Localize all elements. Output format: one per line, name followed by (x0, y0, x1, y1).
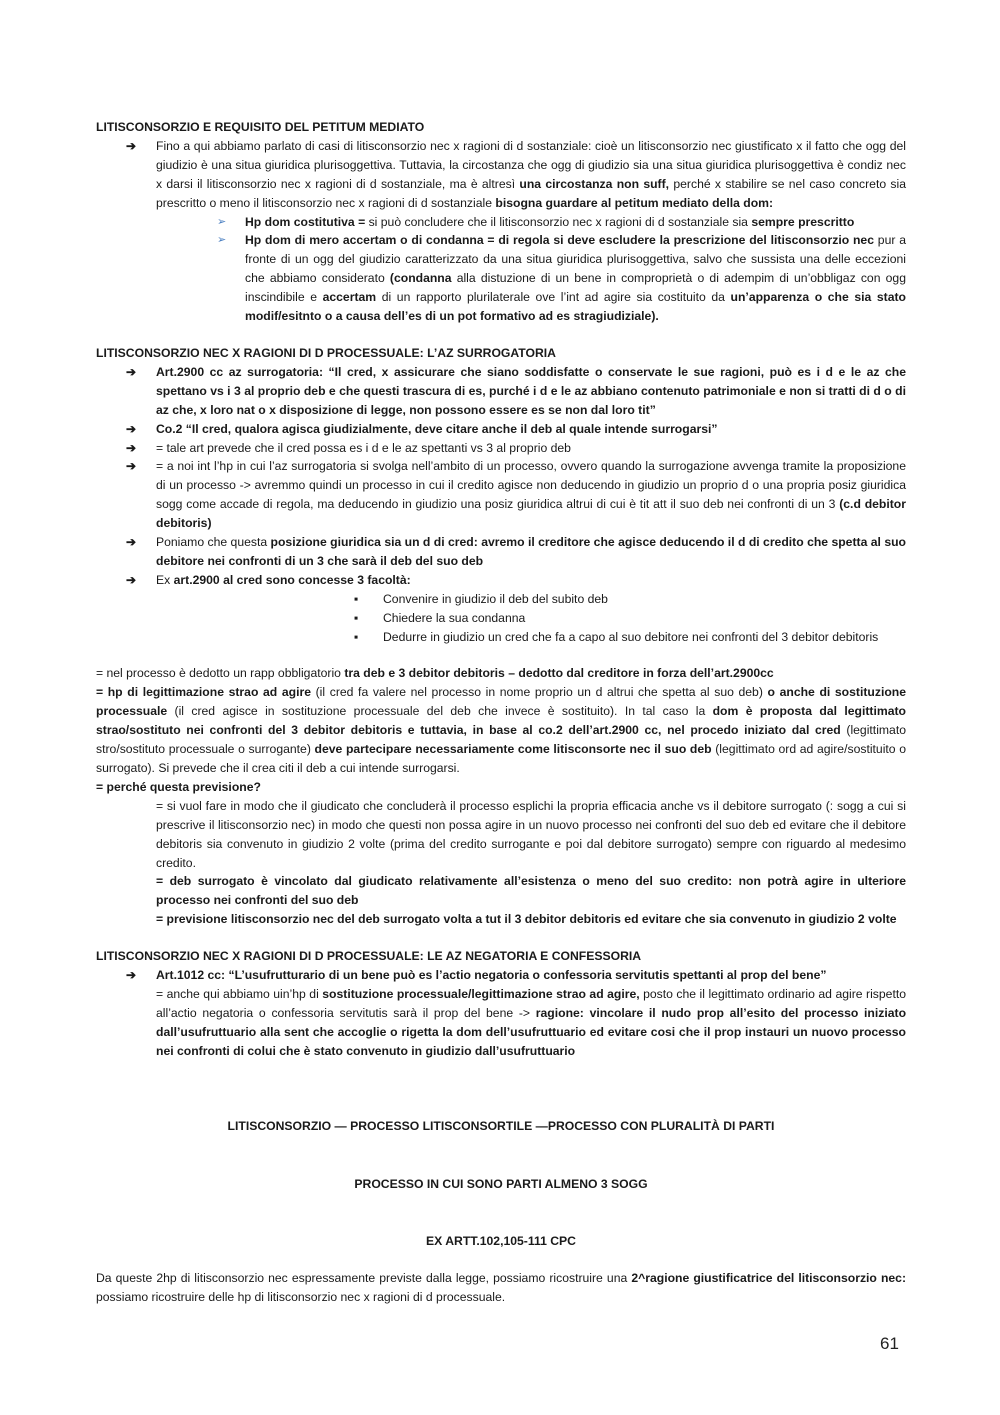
arrow-icon: ➔ (126, 572, 137, 587)
text: pur a fronte di un ogg del giudizio caratterizzato da una situa giuridica plurisoggettiva, salvo che sussista una delle eccezioni che abbiamo considerato (245, 233, 906, 286)
text: (legittimato stro/sostituto processuale o surrogante) (96, 723, 906, 757)
list-item (96, 363, 906, 420)
text-bold: un’apparenza o che sia stato modif/esitnto o a causa dell’es di un pot formativo ad es stragiudiziale). (245, 290, 906, 324)
centered-heading: LITISCONSORZIO — PROCESSO LITISCONSORTILE —PROCESSO CON PLURALITÀ DI PARTI (227, 1118, 775, 1133)
text: Da queste 2hp di litisconsorzio nec espressamente previste dalla legge, possiamo ricostruire una (96, 1271, 632, 1286)
arrow-icon: ➔ (126, 138, 137, 153)
document-page (96, 118, 906, 1307)
centered-heading: PROCESSO IN CUI SONO PARTI ALMENO 3 SOGG (354, 1176, 648, 1191)
text-bold: Hp dom di mero accertam o di condanna = di regola si deve escludere la prescrizione del litisconsorzio nec (245, 233, 874, 248)
text-bold: (condanna (389, 271, 452, 286)
text-bold: una circostanza non suff, (519, 176, 670, 191)
text: possiamo ricostruire delle hp di litisconsorzio nec x ragioni di d processuale. (96, 1290, 506, 1305)
text-bold: tra deb e 3 debitor debitoris – dedotto dal creditore in forza dell’art.2900cc (344, 666, 774, 681)
list-item (96, 137, 906, 213)
section-heading: LITISCONSORZIO NEC X RAGIONI DI D PROCESSUALE: LE AZ NEGATORIA E CONFESSORIA (96, 949, 642, 964)
text-bold: Art.1012 cc: “L’usufrutturario di un bene può es l’actio negatoria o confessoria servitutis spettanti al prop del bene” (156, 968, 827, 983)
text-bold: sostituzione processuale/legittimazione strao ad agire, (322, 986, 640, 1001)
text-bold: Art.2900 cc az surrogatoria: “Il cred, x assicurare che siano soddisfatte o conservate le sue ragioni, può es i d e le az che spettano vs i 3 al proprio deb e che questi trascura di es, purché i d e le az abbiano contenuto patrimoniale e non si tratti di d o di az che, x loro nat o x disposizione di legge, non possono essere es se non dal loro tit” (156, 364, 906, 417)
text: (il cred fa valere nel processo in nome proprio un d altrui che spetta al suo deb) (311, 685, 768, 700)
text-bold: bisogna guardare al petitum mediato della dom: (495, 195, 774, 210)
list-item (96, 571, 906, 590)
text-bold: = deb surrogato è vincolato dal giudicato relativamente all’esistenza o meno del suo credito: non potrà agire in ulteriore processo nei confronti del suo deb (156, 874, 906, 908)
text-bold: o anche di sostituzione processuale (96, 685, 906, 719)
text-bold: 2^ragione giustificatrice del litisconsorzio nec: (631, 1271, 907, 1286)
text-bold: art.2900 al cred sono concesse 3 facoltà: (173, 572, 411, 587)
text: (il cred agisce in sostituzione processuale del deb che invece è sostituito). In tal caso la (167, 704, 713, 719)
section-heading: LITISCONSORZIO E REQUISITO DEL PETITUM MEDIATO (96, 120, 425, 134)
square-bullet-icon: ▪ (354, 629, 359, 644)
square-bullet-icon: ▪ (354, 591, 359, 606)
list-item (96, 609, 906, 628)
paragraph: = si vuol fare in modo che il giudicato che concluderà il processo esplichi la propria efficacia anche vs il debitore surrogato (: sogg a cui si prescrive il litisconsorzio nec) in modo che questi non possa agire in un nuovo processo nei confronti del suo deb ed evitare che il debitore debitoris sia convenuto in giudizio 2 volte (prima del credito surrogante e poi dal debitore surrogato) sempre con riguardo al medesimo credito. (156, 798, 906, 870)
text: posto che il legittimato ordinario ad agire rispetto all’actio negatoria o confessoria servitutis sarà il prop del bene -> (156, 986, 906, 1020)
text: perché x stabilire se nel caso concreto sia prescritto o meno il litisconsorzio nec x ragioni di d sostanziale (156, 176, 907, 210)
paragraph (96, 910, 906, 929)
chevron-icon: ➢ (217, 215, 227, 228)
text: Dedurre in giudizio un cred che fa a capo al suo debitore nei confronti del 3 debitor debitoris (383, 629, 879, 644)
list-item (96, 966, 906, 985)
text: Ex (156, 572, 174, 587)
square-bullet-icon: ▪ (354, 610, 359, 625)
list-item (96, 628, 906, 647)
text-bold: accertam (322, 290, 377, 305)
text-bold: Hp dom costitutiva = (245, 214, 366, 229)
text: = anche qui abbiamo uin’hp di (156, 986, 323, 1001)
arrow-icon: ➔ (126, 535, 137, 550)
paragraph-heading: = perché questa previsione? (96, 779, 261, 794)
text: = nel processo è dedotto un rapp obbligatorio (96, 666, 345, 681)
paragraph (96, 985, 906, 1061)
text-bold: Co.2 “Il cred, qualora agisca giudizialmente, deve citare anche il deb al quale intende surrogarsi” (156, 421, 718, 436)
chevron-icon: ➢ (217, 234, 227, 247)
paragraph (96, 664, 906, 683)
text: di un rapporto plurilaterale ove l’int ad agire sia costituito da (376, 290, 731, 305)
arrow-icon: ➔ (126, 440, 137, 455)
text: Poniamo che questa (156, 535, 271, 550)
text-bold: sempre prescritto (751, 214, 855, 229)
list-item (96, 590, 906, 609)
list-item (96, 457, 906, 533)
paragraph (96, 1269, 906, 1307)
text-bold: dom è proposta dal legittimato strao/sostituto nei confronti del 3 debitor debitoris e tuttavia, in base al co.2 dell’art.2900 cc, nel procedo iniziato dal cred (96, 704, 906, 738)
arrow-icon: ➔ (126, 364, 137, 379)
paragraph (96, 872, 906, 910)
text: Convenire in giudizio il deb del subito deb (383, 591, 608, 606)
text: = tale art prevede che il cred possa es i d e le az spettanti vs 3 al proprio deb (156, 440, 571, 455)
text-bold: = previsione litisconsorzio nec del deb surrogato volta a tut il 3 debitor debitoris ed evitare che sia convenuto in giudizio 2 volte (156, 912, 897, 927)
text: (legittimato ord ad agire/sostituito o surrogato). Si prevede che il crea citi il deb a cui intende surrogarsi. (96, 742, 907, 775)
text-bold: (c.d debitor debitoris) (156, 497, 906, 531)
arrow-icon: ➔ (126, 421, 137, 436)
text-bold: ragione: vincolare il nudo prop all’esito del processo iniziato dall’usufruttuario alla sent che accoglie o rigetta la dom dell’usufruttuario ed evitare cosi che il prop instauri un nuovo processo nei confronti di colui che è stato convenuto in giudizio dall’usufruttuario (156, 1005, 907, 1058)
text: si può concludere che il litisconsorzio nec x ragioni di d sostanziale sia (365, 214, 752, 229)
text: alla distuzione di un bene in comproprietà o di adempim di un’obbligaz con ogg inscindibile e (245, 271, 906, 305)
paragraph (96, 683, 906, 778)
centered-heading: EX ARTT.102,105-111 CPC (426, 1234, 576, 1249)
list-item (96, 231, 906, 326)
text: Fino a qui abbiamo parlato di casi di litisconsorzio nec x ragioni di d sostanziale: cioè un litisconsorzio nec giustificato x il fatto che ogg del giudizio è una situa giuridica plurisoggettiva. Tuttavia, la circostanza che ogg di giudizio sia una situa giuridica plurisoggettiva è condiz nec x darsi il litisconsorzio nec x ragioni di d sostanziale, ma è altresì (156, 138, 906, 191)
text: = a noi int l’hp in cui l’az surrogatoria si svolga nell’ambito di un processo, ovvero quando la surrogazione avvenga tramite la proposizione di un processo -> avremmo quindi un processo in cui il credito agisce non deducendo in giudizio un proprio d o una propria posiz giuridica sogg come accade di regola, ma deducendo in giudizio una posiz giuridica altrui di cui è tit att il suo deb nei confronti di un 3 (156, 459, 906, 512)
page-number: 61 (880, 1334, 899, 1353)
list-item (96, 420, 906, 439)
arrow-icon: ➔ (126, 459, 137, 474)
text-bold: posizione giuridica sia un d di cred: avremo il creditore che agisce deducendo il d di credito che spetta al suo debitore nei confronti di un 3 che sarà il deb del suo deb (156, 535, 906, 568)
text-bold: deve partecipare necessariamente come litisconsorte nec il suo deb (314, 742, 712, 757)
arrow-icon: ➔ (126, 968, 137, 983)
section-heading: LITISCONSORZIO NEC X RAGIONI DI D PROCESSUALE: L’AZ SURROGATORIA (96, 345, 556, 360)
text: Chiedere la sua condanna (383, 610, 526, 625)
list-item (96, 213, 906, 232)
list-item (96, 533, 906, 571)
list-item (96, 439, 906, 458)
text-bold: = hp di legittimazione strao ad agire (96, 685, 311, 700)
